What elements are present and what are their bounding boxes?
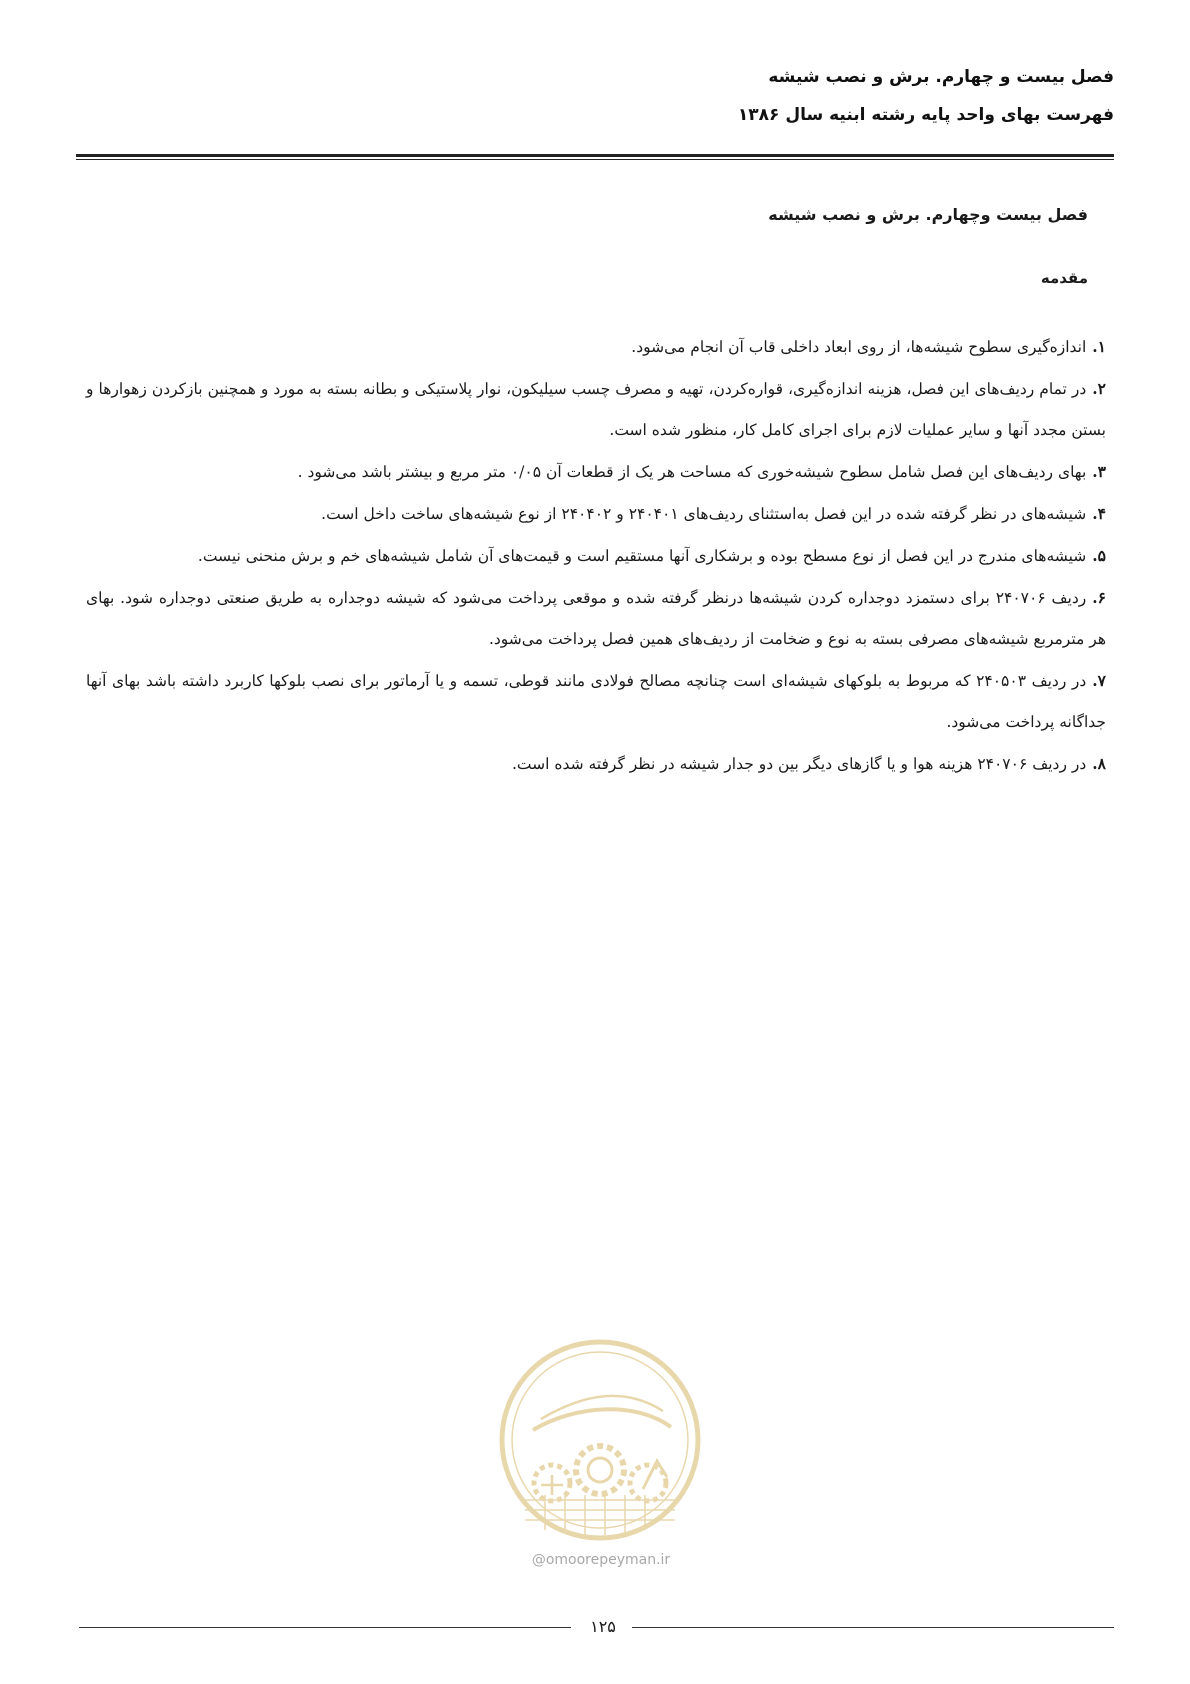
- page-header: [76, 58, 1114, 134]
- rule-text: ردیف ۲۴۰۷۰۶ برای دستمزد دوجداره کردن شیشه‌ها درنظر گرفته شده و موقعی پرداخت می‌شود که شیشه دوجداره به طریق صنعتی دوجداره شود. بهای هر مترمربع شیشه‌های مصرفی بسته به نوع و ضخامت از ردیف‌های همین فصل پرداخت می‌شود.: [86, 589, 1106, 648]
- rule-text: اندازه‌گیری سطوح شیشه‌ها، از روی ابعاد داخلی قاب آن انجام می‌شود.: [631, 338, 1087, 356]
- rule-number: ۴.: [1092, 504, 1106, 523]
- intro-heading: مقدمه: [1040, 269, 1088, 287]
- rule-item-7: [86, 660, 1106, 743]
- rule-number: ۸.: [1092, 754, 1106, 773]
- rule-number: ۷.: [1092, 671, 1106, 690]
- rule-number: ۳.: [1092, 462, 1106, 481]
- watermark-caption: @omoorepeyman.ir: [531, 1552, 671, 1568]
- rule-number: ۵.: [1092, 546, 1106, 565]
- rule-item-5: [86, 535, 1106, 577]
- rule-number: ۲.: [1092, 379, 1106, 398]
- rule-item-2: [86, 368, 1106, 451]
- rule-text: بهای ردیف‌های این فصل شامل سطوح شیشه‌خوری که مساحت هر یک از قطعات آن ۰/۰۵ متر مربع و بیشتر باشد می‌شود .: [297, 463, 1087, 481]
- header-divider: [76, 154, 1114, 157]
- rule-number: ۱.: [1092, 337, 1106, 356]
- rule-number: ۶.: [1092, 588, 1106, 607]
- rule-text: در تمام ردیف‌های این فصل، هزینه اندازه‌گیری، قواره‌کردن، تهیه و مصرف چسب سیلیکون، نوار پلاستیکی و بطانه بسته به مورد و همچنین بازکردن زهوارها و بستن مجدد آنها و سایر عملیات لازم برای اجرای کامل کار، منظور شده است.: [86, 380, 1106, 439]
- watermark-emblem-icon: [495, 1335, 705, 1545]
- header-chapter-title: فصل بیست و چهارم. برش و نصب شیشه: [768, 67, 1114, 87]
- rule-text: در ردیف ۲۴۰۷۰۶ هزینه هوا و یا گازهای دیگر بین دو جدار شیشه در نظر گرفته شده است.: [511, 755, 1087, 773]
- rule-item-4: [86, 493, 1106, 535]
- header-document-title: فهرست بهای واحد پایه رشته ابنیه سال ۱۳۸۶: [737, 105, 1114, 125]
- footer-rule-left: [79, 1627, 571, 1628]
- rule-text: شیشه‌های مندرج در این فصل از نوع مسطح بوده و برشکاری آنها مستقیم است و قیمت‌های آن شامل شیشه‌های خم و برش منحنی نیست.: [197, 547, 1087, 565]
- chapter-title: فصل بیست وچهارم. برش و نصب شیشه: [768, 205, 1088, 224]
- rule-item-1: [86, 326, 1106, 368]
- footer-rule-right: [632, 1627, 1114, 1628]
- rule-item-8: [86, 743, 1106, 785]
- rule-item-3: [86, 451, 1106, 493]
- rule-text: شیشه‌های در نظر گرفته شده در این فصل به‌استثنای ردیف‌های ۲۴۰۴۰۱ و ۲۴۰۴۰۲ از نوع شیشه‌های ساخت داخل است.: [321, 505, 1087, 523]
- watermark-logo: [495, 1335, 705, 1545]
- rule-text: در ردیف ۲۴۰۵۰۳ که مربوط به بلوکهای شیشه‌ای است چنانچه مصالح فولادی مانند قوطی، تسمه و یا آرماتور برای نصب بلوکها کاربرد داشته باشد بهای آنها جداگانه پرداخت می‌شود.: [86, 672, 1106, 731]
- main-content: [86, 200, 1106, 785]
- rule-item-6: [86, 577, 1106, 660]
- rules-list: [86, 326, 1106, 785]
- page-number: ۱۲۵: [590, 1617, 616, 1636]
